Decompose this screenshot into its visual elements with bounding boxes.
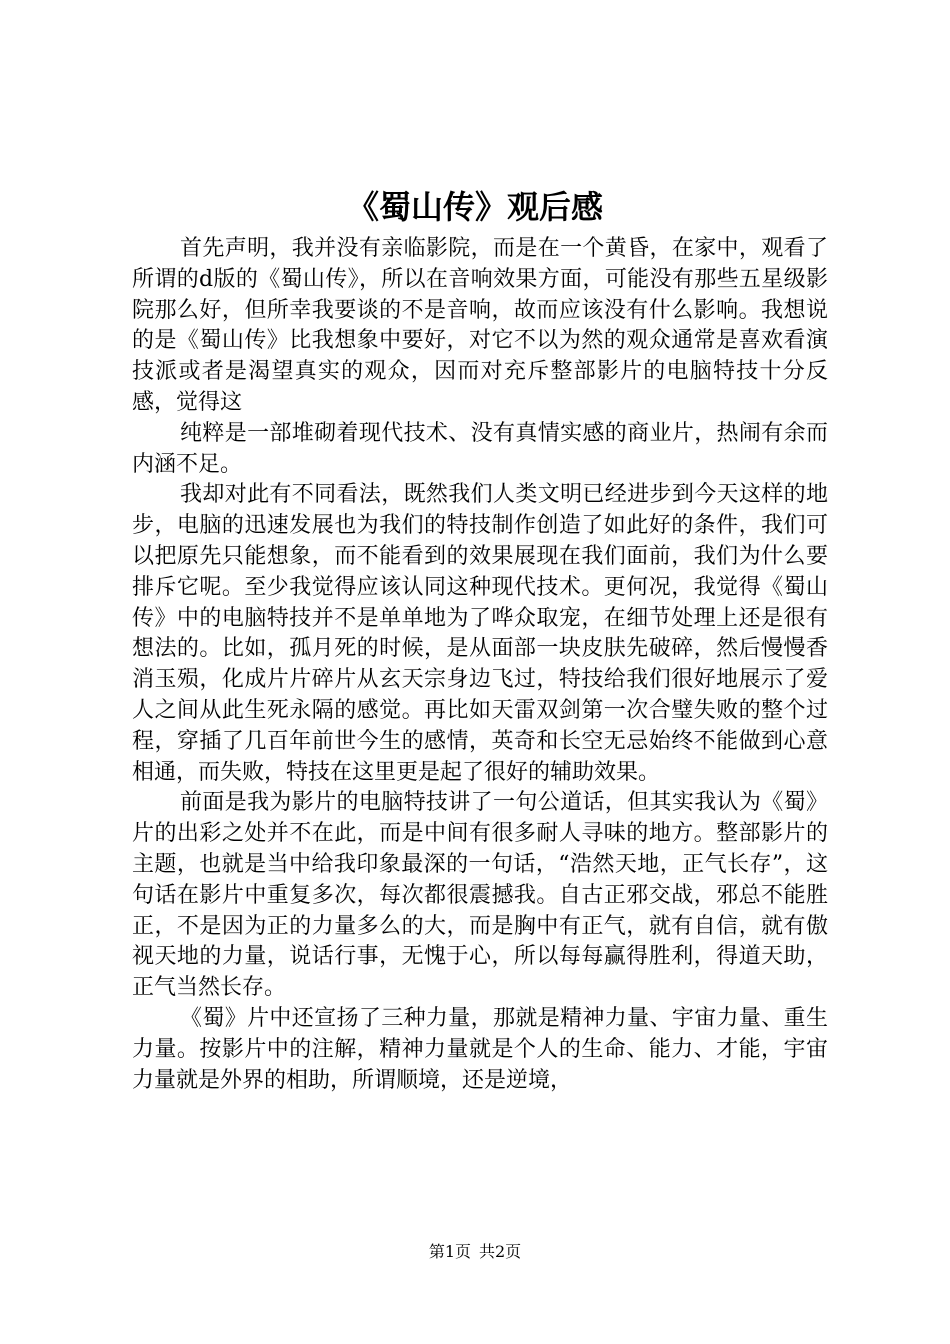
paragraph: 纯粹是一部堆砌着现代技术、没有真情实感的商业片，热闹有余而内涵不足。 <box>132 420 828 477</box>
paragraph: 前面是我为影片的电脑特技讲了一句公道话，但其实我认为《蜀》片的出彩之处并不在此，而是中间有很多耐人寻味的地方。整部影片的主题，也就是当中给我印象最深的一句话，“浩然天地，正气长存”，这句话在影片中重复多次，每次都很震撼我。自古正邪交战，邪总不能胜正，不是因为正的力量多么的大，而是胸中有正气，就有自信，就有傲视天地的力量，说话行事，无愧于心，所以每每赢得胜利，得道天助，正气当然长存。 <box>132 790 828 1001</box>
page-footer <box>0 1241 950 1263</box>
page-number-current: 第1页 <box>428 1242 471 1261</box>
document-body <box>132 234 828 1096</box>
page-number-total: 共2页 <box>479 1242 522 1261</box>
paragraph: 我却对此有不同看法，既然我们人类文明已经进步到今天这样的地步，电脑的迅速发展也为我们的特技制作创造了如此好的条件，我们可以把原先只能想象，而不能看到的效果展现在我们面前，我们为什么要排斥它呢。至少我觉得应该认同这种现代技术。更何况，我觉得《蜀山传》中的电脑特技并不是单单地为了哗众取宠，在细节处理上还是很有想法的。比如，孤月死的时候，是从面部一块皮肤先破碎，然后慢慢香消玉殒，化成片片碎片从玄天宗身边飞过，特技给我们很好地展示了爱人之间从此生死永隔的感觉。再比如天雷双剑第一次合璧失败的整个过程，穿插了几百年前世今生的感情，英奇和长空无忌始终不能做到心意相通，而失败，特技在这里更是起了很好的辅助效果。 <box>132 482 828 785</box>
paragraph: 《蜀》片中还宣扬了三种力量，那就是精神力量、宇宙力量、重生力量。按影片中的注解，精神力量就是个人的生命、能力、才能，宇宙力量就是外界的相助，所谓顺境，还是逆境， <box>132 1005 828 1093</box>
document-title: 《蜀山传》观后感 <box>346 188 603 226</box>
paragraph: 首先声明，我并没有亲临影院，而是在一个黄昏，在家中，观看了所谓的d版的《蜀山传》，所以在音响效果方面，可能没有那些五星级影院那么好，但所幸我要谈的不是音响，故而应该没有什么影响。我想说的是《蜀山传》比我想象中要好，对它不以为然的观众通常是喜欢看演技派或者是渴望真实的观众，因而对充斥整部影片的电脑特技十分反感，觉得这 <box>132 236 828 415</box>
